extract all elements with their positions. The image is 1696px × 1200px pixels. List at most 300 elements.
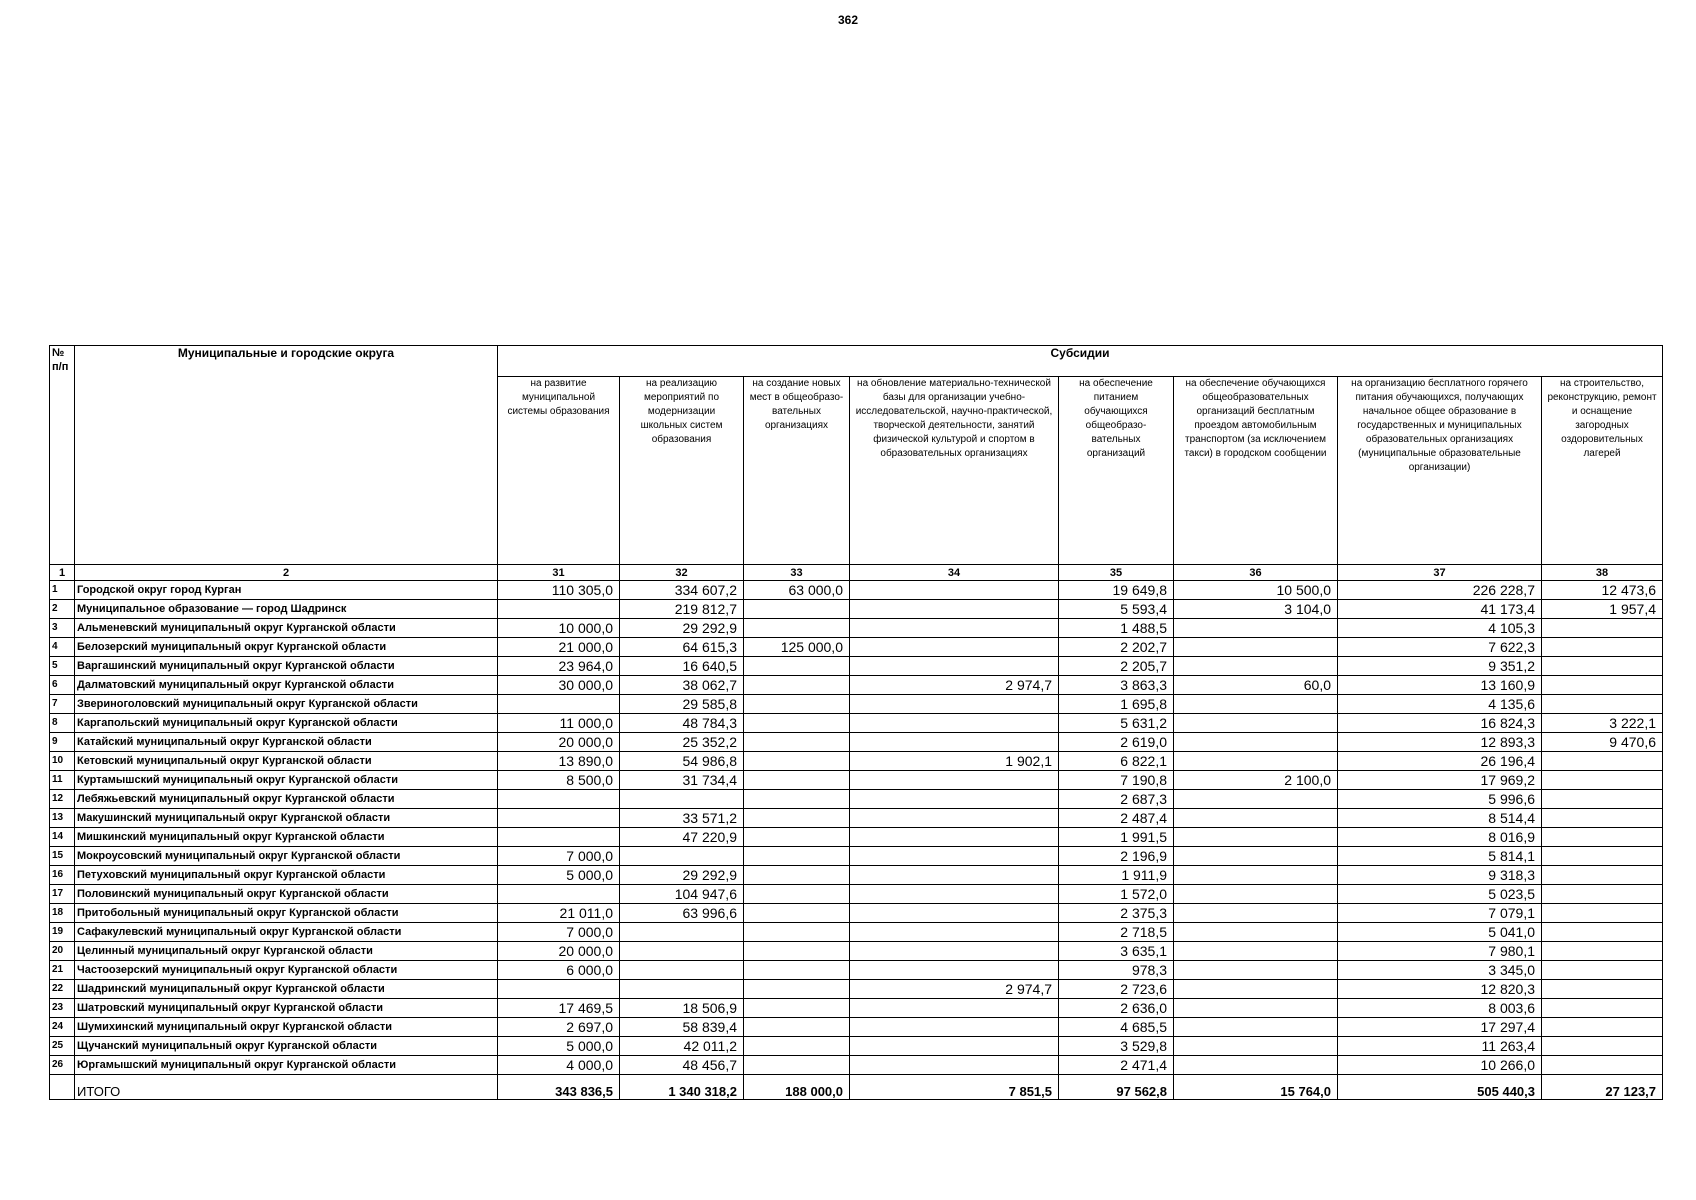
value-cell: 29 292,9	[620, 866, 744, 885]
value-cell: 3 222,1	[1542, 714, 1663, 733]
value-cell: 5 023,5	[1338, 885, 1542, 904]
value-cell: 17 469,5	[498, 999, 620, 1018]
value-cell: 219 812,7	[620, 600, 744, 619]
value-cell: 9 470,6	[1542, 733, 1663, 752]
value-cell: 104 947,6	[620, 885, 744, 904]
value-cell: 5 814,1	[1338, 847, 1542, 866]
total-value: 505 440,3	[1338, 1075, 1542, 1100]
value-cell	[850, 619, 1059, 638]
value-cell	[850, 790, 1059, 809]
value-cell: 4 685,5	[1059, 1018, 1174, 1037]
value-cell: 21 000,0	[498, 638, 620, 657]
total-value: 188 000,0	[744, 1075, 850, 1100]
value-cell: 8 003,6	[1338, 999, 1542, 1018]
value-cell	[1542, 866, 1663, 885]
value-cell	[1542, 942, 1663, 961]
value-cell: 2 974,7	[850, 676, 1059, 695]
value-cell	[1542, 923, 1663, 942]
value-cell: 8 514,4	[1338, 809, 1542, 828]
value-cell	[620, 923, 744, 942]
value-cell: 2 375,3	[1059, 904, 1174, 923]
value-cell: 2 100,0	[1174, 771, 1338, 790]
value-cell: 54 986,8	[620, 752, 744, 771]
value-cell: 1 902,1	[850, 752, 1059, 771]
value-cell: 7 622,3	[1338, 638, 1542, 657]
district-name: Макушинский муниципальный округ Курганской области	[75, 809, 498, 828]
table-row	[50, 638, 1663, 657]
table-row	[50, 999, 1663, 1018]
value-cell: 7 000,0	[498, 923, 620, 942]
district-name: Шумихинский муниципальный округ Курганской области	[75, 1018, 498, 1037]
value-cell	[1174, 1037, 1338, 1056]
value-cell	[620, 790, 744, 809]
value-cell: 3 529,8	[1059, 1037, 1174, 1056]
value-cell: 26 196,4	[1338, 752, 1542, 771]
value-cell	[744, 676, 850, 695]
value-cell: 334 607,2	[620, 581, 744, 600]
table-row	[50, 847, 1663, 866]
district-name: Белозерский муниципальный округ Курганской области	[75, 638, 498, 657]
value-cell: 2 974,7	[850, 980, 1059, 999]
row-number: 11	[50, 771, 75, 790]
value-cell: 31 734,4	[620, 771, 744, 790]
num-header: № п/п	[50, 346, 75, 565]
value-cell: 5 000,0	[498, 866, 620, 885]
value-cell: 18 506,9	[620, 999, 744, 1018]
table-row	[50, 1018, 1663, 1037]
column-index: 33	[744, 565, 850, 581]
district-name: Куртамышский муниципальный округ Курганской области	[75, 771, 498, 790]
table-row	[50, 980, 1663, 999]
row-number: 12	[50, 790, 75, 809]
total-row	[50, 1075, 1663, 1100]
value-cell: 2 487,4	[1059, 809, 1174, 828]
value-cell: 8 500,0	[498, 771, 620, 790]
value-cell: 17 297,4	[1338, 1018, 1542, 1037]
district-name: Сафакулевский муниципальный округ Курганской области	[75, 923, 498, 942]
value-cell	[850, 847, 1059, 866]
value-cell: 5 631,2	[1059, 714, 1174, 733]
value-cell	[1542, 657, 1663, 676]
value-cell	[744, 980, 850, 999]
value-cell: 7 980,1	[1338, 942, 1542, 961]
row-number: 9	[50, 733, 75, 752]
row-number: 6	[50, 676, 75, 695]
value-cell	[744, 999, 850, 1018]
column-index: 34	[850, 565, 1059, 581]
value-cell	[1174, 847, 1338, 866]
table-row	[50, 828, 1663, 847]
value-cell	[850, 961, 1059, 980]
value-cell	[1174, 904, 1338, 923]
value-cell	[744, 733, 850, 752]
value-cell: 2 687,3	[1059, 790, 1174, 809]
row-number: 21	[50, 961, 75, 980]
value-cell	[850, 828, 1059, 847]
value-cell: 6 822,1	[1059, 752, 1174, 771]
value-cell	[1174, 1056, 1338, 1075]
table-row	[50, 923, 1663, 942]
column-index: 2	[75, 565, 498, 581]
value-cell	[850, 904, 1059, 923]
value-cell: 25 352,2	[620, 733, 744, 752]
value-cell	[744, 847, 850, 866]
column-header: на обеспечение питанием обучающихся общеобразо-вательных организаций	[1059, 377, 1174, 565]
value-cell: 11 000,0	[498, 714, 620, 733]
district-name: Шадринский муниципальный округ Курганской области	[75, 980, 498, 999]
value-cell	[498, 809, 620, 828]
value-cell	[744, 885, 850, 904]
value-cell	[744, 695, 850, 714]
district-name: Варгашинский муниципальный округ Курганской области	[75, 657, 498, 676]
subsidies-table	[49, 345, 1663, 1100]
column-index-row	[50, 565, 1663, 581]
value-cell	[498, 885, 620, 904]
table-row	[50, 1037, 1663, 1056]
district-name: Далматовский муниципальный округ Курганской области	[75, 676, 498, 695]
table-row	[50, 676, 1663, 695]
value-cell: 5 000,0	[498, 1037, 620, 1056]
value-cell: 7 079,1	[1338, 904, 1542, 923]
value-cell: 48 784,3	[620, 714, 744, 733]
value-cell	[1542, 847, 1663, 866]
table-row	[50, 657, 1663, 676]
value-cell: 5 041,0	[1338, 923, 1542, 942]
table-row	[50, 733, 1663, 752]
table-row	[50, 942, 1663, 961]
value-cell	[1174, 828, 1338, 847]
value-cell: 16 824,3	[1338, 714, 1542, 733]
value-cell	[1174, 714, 1338, 733]
value-cell	[850, 714, 1059, 733]
value-cell: 17 969,2	[1338, 771, 1542, 790]
row-number: 15	[50, 847, 75, 866]
value-cell	[1542, 676, 1663, 695]
district-name: Щучанский муниципальный округ Курганской области	[75, 1037, 498, 1056]
table-row	[50, 581, 1663, 600]
value-cell: 1 695,8	[1059, 695, 1174, 714]
table-row	[50, 714, 1663, 733]
district-name: Притобольный муниципальный округ Курганской области	[75, 904, 498, 923]
value-cell: 12 893,3	[1338, 733, 1542, 752]
value-cell: 2 619,0	[1059, 733, 1174, 752]
table-row	[50, 1056, 1663, 1075]
value-cell: 12 473,6	[1542, 581, 1663, 600]
value-cell: 48 456,7	[620, 1056, 744, 1075]
value-cell: 10 500,0	[1174, 581, 1338, 600]
row-number: 7	[50, 695, 75, 714]
value-cell: 125 000,0	[744, 638, 850, 657]
value-cell	[620, 942, 744, 961]
column-header: на обеспечение обучающихся общеобразовательных организаций бесплатным проездом автомобильным транспортом (за исключением такси) в городском сообщении	[1174, 377, 1338, 565]
value-cell	[1542, 961, 1663, 980]
district-name: Мокроусовский муниципальный округ Курганской области	[75, 847, 498, 866]
value-cell	[744, 828, 850, 847]
value-cell: 1 911,9	[1059, 866, 1174, 885]
row-number: 16	[50, 866, 75, 885]
value-cell: 13 890,0	[498, 752, 620, 771]
value-cell	[850, 942, 1059, 961]
value-cell	[744, 923, 850, 942]
district-name: Звериноголовский муниципальный округ Курганской области	[75, 695, 498, 714]
value-cell: 20 000,0	[498, 942, 620, 961]
value-cell	[1542, 828, 1663, 847]
value-cell: 8 016,9	[1338, 828, 1542, 847]
value-cell	[850, 923, 1059, 942]
table-row	[50, 961, 1663, 980]
value-cell: 2 723,6	[1059, 980, 1174, 999]
value-cell: 38 062,7	[620, 676, 744, 695]
row-number: 26	[50, 1056, 75, 1075]
value-cell: 47 220,9	[620, 828, 744, 847]
value-cell: 12 820,3	[1338, 980, 1542, 999]
value-cell: 13 160,9	[1338, 676, 1542, 695]
value-cell	[1542, 1037, 1663, 1056]
row-number: 8	[50, 714, 75, 733]
row-number: 22	[50, 980, 75, 999]
value-cell: 2 205,7	[1059, 657, 1174, 676]
district-name: Частоозерский муниципальный округ Курганской области	[75, 961, 498, 980]
total-number-cell	[50, 1075, 75, 1100]
value-cell: 10 000,0	[498, 619, 620, 638]
value-cell: 20 000,0	[498, 733, 620, 752]
district-name: Альменевский муниципальный округ Курганской области	[75, 619, 498, 638]
value-cell	[850, 600, 1059, 619]
district-name: Лебяжьевский муниципальный округ Курганской области	[75, 790, 498, 809]
value-cell: 16 640,5	[620, 657, 744, 676]
value-cell	[744, 619, 850, 638]
row-number: 3	[50, 619, 75, 638]
district-name: Петуховский муниципальный округ Курганской области	[75, 866, 498, 885]
value-cell	[620, 980, 744, 999]
table-row	[50, 695, 1663, 714]
row-number: 1	[50, 581, 75, 600]
column-header: на обновление материально-технической базы для организации учебно-исследовательской, научно-практической, творческой деятельности, занятий физической культурой и спортом в образовательных организациях	[850, 377, 1059, 565]
column-header: на развитие муниципальной системы образования	[498, 377, 620, 565]
table-row	[50, 866, 1663, 885]
districts-header: Муниципальные и городские округа	[75, 346, 498, 565]
row-number: 25	[50, 1037, 75, 1056]
value-cell: 3 635,1	[1059, 942, 1174, 961]
page-number: 362	[837, 13, 859, 27]
district-name: Кетовский муниципальный округ Курганской области	[75, 752, 498, 771]
value-cell: 30 000,0	[498, 676, 620, 695]
value-cell	[1542, 638, 1663, 657]
table-row	[50, 790, 1663, 809]
value-cell	[850, 1018, 1059, 1037]
value-cell: 11 263,4	[1338, 1037, 1542, 1056]
value-cell: 110 305,0	[498, 581, 620, 600]
column-index: 35	[1059, 565, 1174, 581]
total-value: 343 836,5	[498, 1075, 620, 1100]
value-cell	[1174, 999, 1338, 1018]
table-row	[50, 885, 1663, 904]
value-cell: 2 202,7	[1059, 638, 1174, 657]
row-number: 18	[50, 904, 75, 923]
value-cell: 19 649,8	[1059, 581, 1174, 600]
value-cell	[1174, 885, 1338, 904]
value-cell	[1542, 695, 1663, 714]
value-cell	[498, 600, 620, 619]
value-cell	[744, 961, 850, 980]
value-cell	[1174, 752, 1338, 771]
value-cell: 978,3	[1059, 961, 1174, 980]
district-name: Юргамышский муниципальный округ Курганской области	[75, 1056, 498, 1075]
value-cell	[744, 866, 850, 885]
value-cell	[744, 904, 850, 923]
column-header: на реализацию мероприятий по модернизации школьных систем образования	[620, 377, 744, 565]
value-cell	[744, 809, 850, 828]
value-cell	[1174, 790, 1338, 809]
value-cell	[1542, 885, 1663, 904]
value-cell: 6 000,0	[498, 961, 620, 980]
value-cell: 7 000,0	[498, 847, 620, 866]
value-cell	[498, 980, 620, 999]
value-cell	[744, 771, 850, 790]
total-value: 27 123,7	[1542, 1075, 1663, 1100]
value-cell: 2 697,0	[498, 1018, 620, 1037]
value-cell	[1542, 904, 1663, 923]
column-header: на создание новых мест в общеобразо-вательных организациях	[744, 377, 850, 565]
row-number: 4	[50, 638, 75, 657]
value-cell	[850, 999, 1059, 1018]
column-header: на организацию бесплатного горячего питания обучающихся, получающих начальное общее образование в государственных и муниципальных образовательных организациях (муниципальные образовательные организации)	[1338, 377, 1542, 565]
value-cell	[850, 695, 1059, 714]
district-name: Муниципальное образование — город Шадринск	[75, 600, 498, 619]
value-cell: 7 190,8	[1059, 771, 1174, 790]
value-cell	[744, 657, 850, 676]
column-index: 31	[498, 565, 620, 581]
column-index: 36	[1174, 565, 1338, 581]
value-cell: 2 196,9	[1059, 847, 1174, 866]
value-cell	[850, 638, 1059, 657]
district-name: Каргапольский муниципальный округ Курганской области	[75, 714, 498, 733]
value-cell: 3 863,3	[1059, 676, 1174, 695]
value-cell	[1542, 619, 1663, 638]
value-cell	[744, 714, 850, 733]
value-cell: 63 000,0	[744, 581, 850, 600]
value-cell	[850, 1056, 1059, 1075]
value-cell	[1174, 619, 1338, 638]
value-cell	[1174, 657, 1338, 676]
value-cell	[1542, 790, 1663, 809]
value-cell	[850, 733, 1059, 752]
value-cell: 2 471,4	[1059, 1056, 1174, 1075]
value-cell: 4 105,3	[1338, 619, 1542, 638]
value-cell	[850, 657, 1059, 676]
value-cell: 10 266,0	[1338, 1056, 1542, 1075]
value-cell: 29 292,9	[620, 619, 744, 638]
value-cell	[1174, 695, 1338, 714]
value-cell	[498, 790, 620, 809]
value-cell: 9 351,2	[1338, 657, 1542, 676]
column-index: 1	[50, 565, 75, 581]
value-cell: 42 011,2	[620, 1037, 744, 1056]
value-cell	[744, 752, 850, 771]
value-cell	[1542, 1018, 1663, 1037]
value-cell	[850, 866, 1059, 885]
value-cell	[1174, 961, 1338, 980]
table-row	[50, 752, 1663, 771]
value-cell: 23 964,0	[498, 657, 620, 676]
row-number: 23	[50, 999, 75, 1018]
column-index: 37	[1338, 565, 1542, 581]
value-cell: 41 173,4	[1338, 600, 1542, 619]
value-cell	[744, 790, 850, 809]
value-cell: 5 996,6	[1338, 790, 1542, 809]
value-cell	[1174, 942, 1338, 961]
table-row	[50, 904, 1663, 923]
value-cell	[620, 847, 744, 866]
value-cell	[498, 695, 620, 714]
value-cell: 5 593,4	[1059, 600, 1174, 619]
value-cell	[850, 771, 1059, 790]
value-cell	[850, 581, 1059, 600]
district-name: Шатровский муниципальный округ Курганской области	[75, 999, 498, 1018]
value-cell: 60,0	[1174, 676, 1338, 695]
value-cell: 3 345,0	[1338, 961, 1542, 980]
value-cell	[1174, 809, 1338, 828]
row-number: 2	[50, 600, 75, 619]
value-cell: 2 718,5	[1059, 923, 1174, 942]
value-cell	[850, 885, 1059, 904]
value-cell: 9 318,3	[1338, 866, 1542, 885]
value-cell	[850, 1037, 1059, 1056]
value-cell	[1174, 866, 1338, 885]
row-number: 5	[50, 657, 75, 676]
value-cell	[1542, 1056, 1663, 1075]
row-number: 24	[50, 1018, 75, 1037]
value-cell: 4 000,0	[498, 1056, 620, 1075]
value-cell	[850, 809, 1059, 828]
value-cell	[744, 942, 850, 961]
value-cell	[1174, 733, 1338, 752]
district-name: Целинный муниципальный округ Курганской области	[75, 942, 498, 961]
value-cell	[1174, 638, 1338, 657]
value-cell: 58 839,4	[620, 1018, 744, 1037]
value-cell	[620, 961, 744, 980]
value-cell: 64 615,3	[620, 638, 744, 657]
total-value: 1 340 318,2	[620, 1075, 744, 1100]
table-row	[50, 809, 1663, 828]
value-cell	[1174, 1018, 1338, 1037]
column-index: 38	[1542, 565, 1663, 581]
table-row	[50, 600, 1663, 619]
value-cell: 226 228,7	[1338, 581, 1542, 600]
value-cell	[1174, 980, 1338, 999]
value-cell	[1542, 771, 1663, 790]
value-cell: 1 488,5	[1059, 619, 1174, 638]
table-row	[50, 619, 1663, 638]
total-label: ИТОГО	[75, 1075, 498, 1100]
value-cell: 2 636,0	[1059, 999, 1174, 1018]
column-index: 32	[620, 565, 744, 581]
value-cell: 21 011,0	[498, 904, 620, 923]
value-cell: 29 585,8	[620, 695, 744, 714]
district-name: Мишкинский муниципальный округ Курганской области	[75, 828, 498, 847]
value-cell	[1542, 999, 1663, 1018]
row-number: 13	[50, 809, 75, 828]
district-name: Половинский муниципальный округ Курганской области	[75, 885, 498, 904]
value-cell: 33 571,2	[620, 809, 744, 828]
row-number: 14	[50, 828, 75, 847]
value-cell	[498, 828, 620, 847]
total-value: 97 562,8	[1059, 1075, 1174, 1100]
row-number: 17	[50, 885, 75, 904]
value-cell	[744, 1037, 850, 1056]
district-name: Катайский муниципальный округ Курганской области	[75, 733, 498, 752]
total-value: 15 764,0	[1174, 1075, 1338, 1100]
